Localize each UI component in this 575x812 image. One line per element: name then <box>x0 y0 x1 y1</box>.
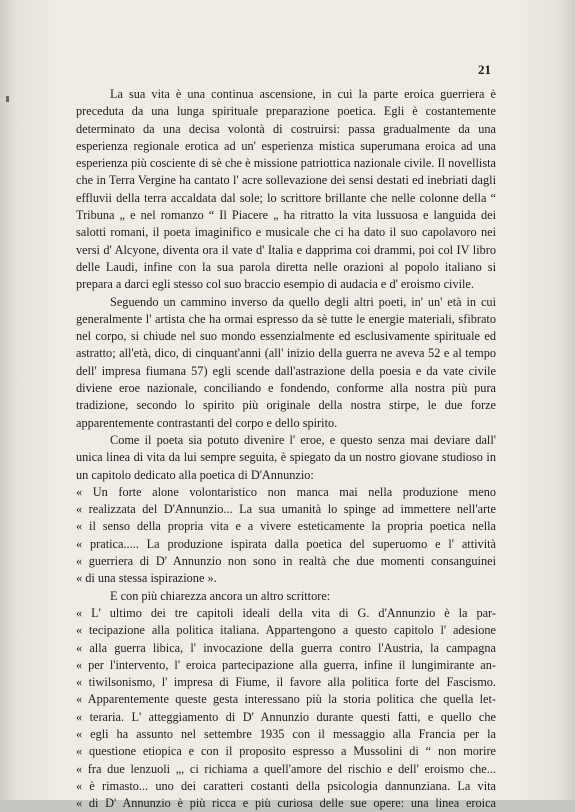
body-text <box>76 86 496 812</box>
quote-line: « guerriera di D' Annunzio non sono in realtà che due momenti consanguinei <box>76 554 496 569</box>
quote-line: « fra due lenzuoli „, ci richiama a quell'amore del rischio e dell' eroismo che... <box>76 761 496 776</box>
quote-line: « realizzata del D'Annunzio... La sua umanità lo spinge ad immettere nell'arte <box>76 502 496 517</box>
quote-line: « egli ha assunto nel settembre 1935 con il messaggio alla Francia per la <box>76 726 496 741</box>
paragraph-4: E con più chiarezza ancora un altro scrittore: <box>110 588 331 603</box>
quote-line: « è rimasto... uno dei caratteri costanti della psicologia dannunziana. La vita <box>76 778 496 793</box>
quote-line: « tecipazione alla politica italiana. Appartengono a questo capitolo l' adesione <box>76 623 496 638</box>
paragraph-2: Seguendo un cammino inverso da quello degli altri poeti, in' un' età in cui generalmente l' artista che ha ormai espresso da sè tutte le energie materiali, sfibrato nel corpo, si chiude nel suo mondo essenzialmente ed esclusivamente spirituale ed astratto; all'età, dico, di cinquant'anni (all' inizio della guerra ne aveva 52 e al tempo dell' impresa fiumana 57) egli scende dall'astrazione della poesia e da vate civile diviene eroe nazionale, conciliando e fondendo, conforme alla nostra più pura tradizione, secondo lo spirito più originale della nostra stirpe, le due forze apparentemente contrastanti del corpo e dello spirito. <box>76 294 496 430</box>
quote-line: « di una stessa ispirazione ». <box>76 571 217 586</box>
quote-line: « tiwilsonismo, l' impresa di Fiume, il favore alla politica forte del Fascismo. <box>76 675 496 690</box>
quote-line: « per l'intervento, l' eroica partecipazione alla guerra, infine il lungimirante an- <box>76 657 496 672</box>
page-number: 21 <box>478 62 491 77</box>
quote-line: « il senso della propria vita e a vivere esteticamente la propria poetica nella <box>76 519 496 534</box>
quote-line: « di D' Annunzio è più ricca e più curiosa delle sue opere: una linea eroica <box>76 796 496 811</box>
quote-block-1 <box>76 484 496 588</box>
quote-line: « pratica..... La produzione ispirata dalla poetica del superuomo e l' attività <box>76 536 496 551</box>
quote-line: « L' ultimo dei tre capitoli ideali della vita di G. d'Annunzio è la par- <box>76 605 496 620</box>
paragraph-3: Come il poeta sia potuto divenire l' eroe, e questo senza mai deviare dall' unica linea di vita da lui sempre seguita, è spiegato da un nostro giovane studioso in un capitolo dedicato alla poetica di D'Annunzio: <box>76 432 496 482</box>
quote-line: « Apparentemente queste gesta interessano più la storia politica che quella let- <box>76 692 496 707</box>
quote-line: « questione etiopica e con il proposito espresso a Mussolini di “ non morire <box>76 744 496 759</box>
paragraph-1: La sua vita è una continua ascensione, in cui la parte eroica guerriera è preceduta da una lunga spirituale preparazione poetica. Egli è costantemente determinato da una decisa volontà di costruirsi: passa gradualmente da una esperienza regionale erotica ad un' esperienza mistica superumana eroica ad una esperienza più cosciente di sè che è missione patriottica nazionale civile. Il novellista che in Terra Vergine ha cantato l' acre sollevazione dei sensi destati ed inebriati dagli effluvii della terra accaldata dal sole; lo scrittore brillante che nelle colonne della “ Tribuna „ e nel romanzo “ Il Piacere „ ha ritratto la vita lussuosa e languida dei salotti romani, il poeta imaginifico e musicale che ci ha dato il suo capolavoro nei versi d' Alcyone, diventa ora il vate d' Italia e dapprima coi drammi, poi col IV libro delle Laudi, infine con la sua parola diretta nelle orazioni al popolo italiano si prepara a darci egli stesso col suo braccio esempio di audacia e d' eroismo civile. <box>76 87 496 292</box>
quote-line: « alla guerra libica, l' invocazione della guerra contro l'Austria, la campagna <box>76 640 496 655</box>
quote-line: « teraria. L' atteggiamento di D' Annunzio durante questi fatti, e quello che <box>76 709 496 724</box>
quote-block-2 <box>76 605 496 812</box>
margin-mark <box>6 96 9 102</box>
quote-line: « Un forte alone volontaristico non manca mai nella produzione meno <box>76 484 496 499</box>
